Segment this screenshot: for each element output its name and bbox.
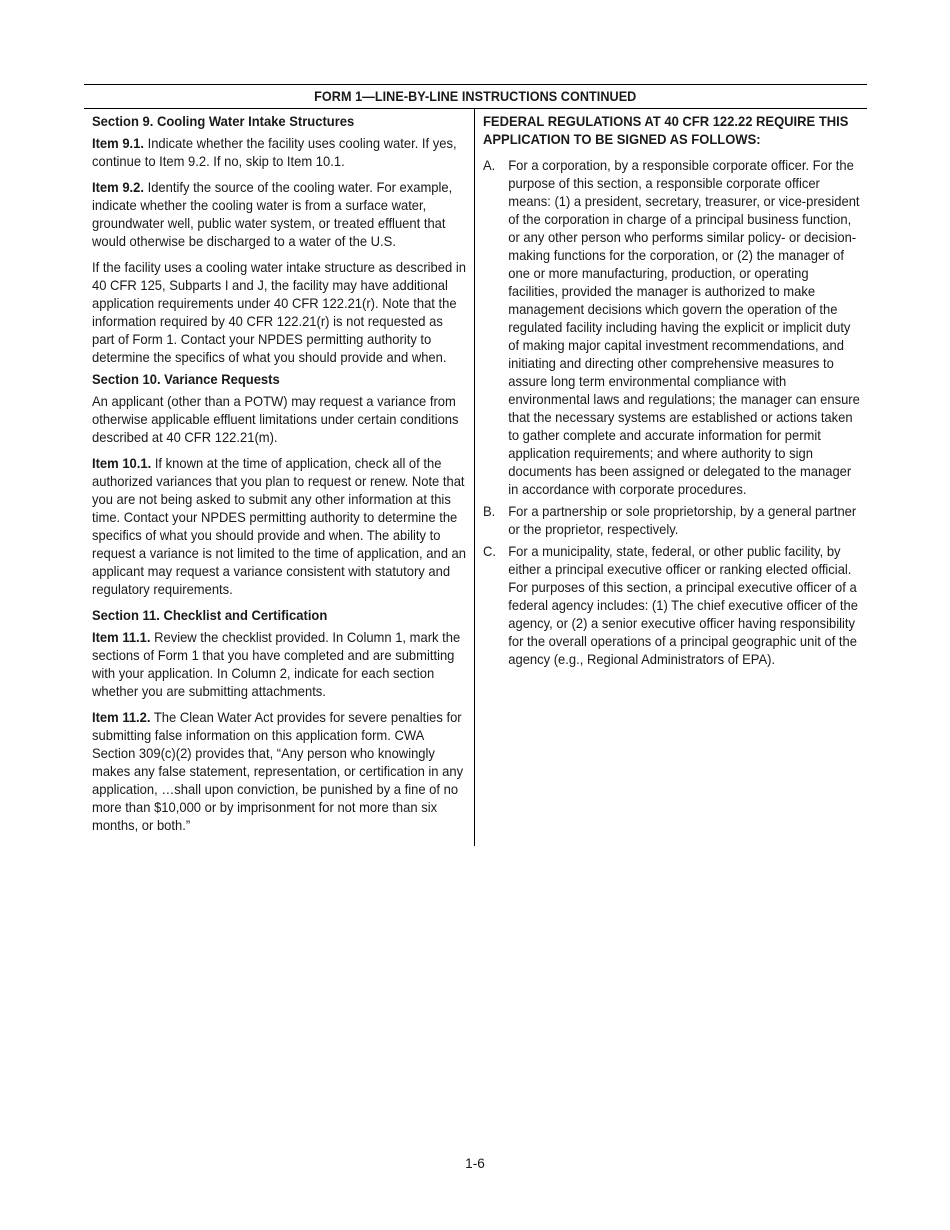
list-item-text: For a partnership or sole proprietorship, by a general partner or the proprietor, respectively. xyxy=(508,503,857,537)
item-10-1-label: Item 10.1. xyxy=(92,455,152,471)
page-number: 1-6 xyxy=(465,1156,485,1171)
list-item xyxy=(483,502,861,538)
form-header-title: FORM 1—LINE-BY-LINE INSTRUCTIONS CONTINUED xyxy=(314,89,637,104)
section-9-heading: Section 9. Cooling Water Intake Structures xyxy=(92,113,355,129)
list-item xyxy=(483,156,861,498)
item-9-2-label: Item 9.2. xyxy=(92,179,144,195)
signature-requirements-title: FEDERAL REGULATIONS AT 40 CFR 122.22 REQUIRE THIS APPLICATION TO BE SIGNED AS FOLLOWS: xyxy=(483,113,849,147)
item-10-1-text: If known at the time of application, check all of the authorized variances that you plan to request or renew. Note that you are not being asked to submit any other information at this time. Contact your NPDES permitting authority to determine the specifics of what you should provide and when. The ability to request a variance is not limited to the time of application, and an applicant may request a variance consistent with statutory and regulatory requirements. xyxy=(92,455,466,597)
item-11-1-paragraph xyxy=(92,628,468,700)
item-9-1-paragraph xyxy=(92,134,468,170)
list-item xyxy=(483,542,861,668)
section-10-heading: Section 10. Variance Requests xyxy=(92,371,280,387)
list-item-text: For a municipality, state, federal, or other public facility, by either a principal executive officer or ranking elected official. For purposes of this section, a principal executive officer of a federal agency includes: (1) The chief executive officer of the agency, or (2) a senior executive officer having responsibility for the overall operations of a principal geographic unit of the agency (e.g., Regional Administrators of EPA). xyxy=(508,543,858,667)
right-column xyxy=(483,112,861,672)
item-9-1-text: Indicate whether the facility uses cooling water. If yes, continue to Item 9.2. If no, skip to Item 10.1. xyxy=(92,135,457,169)
item-11-2-text: The Clean Water Act provides for severe penalties for submitting false information on this application form. CWA Section 309(c)(2) provides that, “Any person who knowingly makes any false statement, representation, or certification in any application, …shall upon conviction, be punished by a fine of no more than $10,000 or by imprisonment for not more than six months, or both.” xyxy=(92,709,464,833)
form-header-bar xyxy=(84,84,867,109)
item-11-1-text: Review the checklist provided. In Column 1, mark the sections of Form 1 that you have completed and are submitting with your application. In Column 2, indicate for each section whether you are submitting attachments. xyxy=(92,629,461,699)
list-item-letter: C. xyxy=(483,543,497,559)
item-11-2-label: Item 11.2. xyxy=(92,709,151,725)
item-10-1-paragraph xyxy=(92,454,468,598)
item-11-2-paragraph xyxy=(92,708,468,834)
list-item-letter: B. xyxy=(483,503,496,519)
item-9-1-label: Item 9.1. xyxy=(92,135,144,151)
list-item-letter: A. xyxy=(483,157,496,173)
left-column xyxy=(92,112,468,842)
item-9-2-text: Identify the source of the cooling water. For example, indicate whether the cooling water is from a surface water, groundwater well, public water system, or treated effluent that would otherwise be discharged to a water of the U.S. xyxy=(92,179,453,249)
list-item-text: For a corporation, by a responsible corporate officer. For the purpose of this section, a responsible corporate officer means: (1) a president, secretary, treasurer, or vice-president of the corporation in charge of a principal business function, or any other person who performs similar policy- or decision-making functions for the corporation, or (2) the manager of one or more manufacturing, production, or operating facilities, provided the manager is authorized to make management decisions which govern the operation of the regulated facility including having the explicit or implicit duty of making major capital investment recommendations, and initiating and directing other comprehensive measures to assure long term environmental compliance with environmental laws and regulations; the manager can ensure that the necessary systems are established or actions taken to gather complete and accurate information for permit application requirements; and where authority to sign documents has been assigned or delegated to the manager in accordance with corporate procedures. xyxy=(508,157,860,497)
intake-structure-paragraph: If the facility uses a cooling water intake structure as described in 40 CFR 125, Subparts I and J, the facility may have additional application requirements under 40 CFR 122.21(r). Note that the information required by 40 CFR 122.21(r) is not requested as part of Form 1. Contact your NPDES permitting authority to determine the specifics of what you should provide and when. xyxy=(92,259,466,365)
variance-intro-paragraph: An applicant (other than a POTW) may request a variance from otherwise applicable effluent limitations under certain conditions described at 40 CFR 122.21(m). xyxy=(92,393,459,445)
item-9-2-paragraph xyxy=(92,178,468,250)
column-divider xyxy=(474,108,475,846)
item-11-1-label: Item 11.1. xyxy=(92,629,151,645)
section-11-heading: Section 11. Checklist and Certification xyxy=(92,607,328,623)
